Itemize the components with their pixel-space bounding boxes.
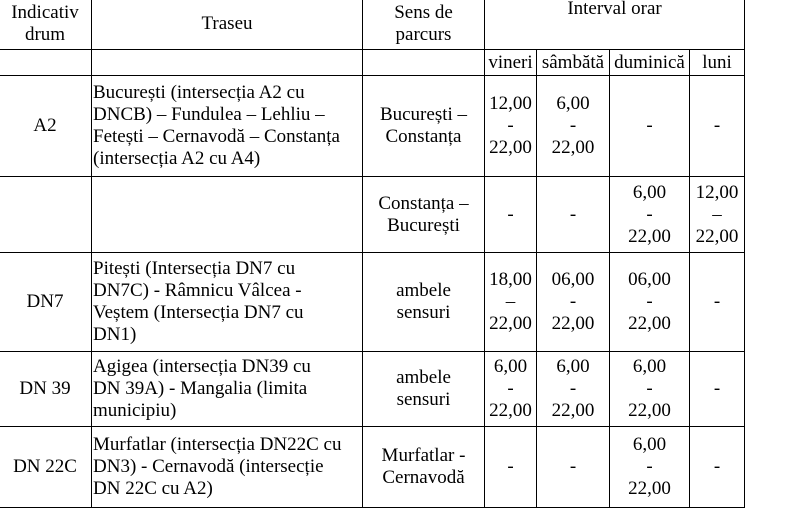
cell-vineri: 18,00 – 22,00: [485, 253, 537, 352]
header-row: [0, 0, 745, 50]
subheader-row: [0, 50, 745, 76]
cell-vineri: -: [485, 177, 537, 253]
header-traseu: Traseu: [92, 0, 363, 50]
cell-sens: Murfatlar - Cernavodă: [363, 427, 485, 508]
cell-sambata: -: [537, 427, 610, 508]
table-row: [0, 177, 745, 253]
cell-duminica: 06,00 - 22,00: [610, 253, 690, 352]
cell-indicativ: DN 39: [0, 352, 92, 427]
cell-luni: -: [690, 76, 745, 177]
cell-sens: ambele sensuri: [363, 352, 485, 427]
table-row: [0, 253, 745, 352]
cell-traseu: București (intersecția A2 cu DNCB) – Fundulea – Lehliu – Fetești – Cernavodă – Constanța (intersecția A2 cu A4): [92, 76, 363, 177]
cell-luni: -: [690, 427, 745, 508]
cell-sens: ambele sensuri: [363, 253, 485, 352]
subheader-empty-traseu: [92, 50, 363, 76]
cell-sens: Constanța – București: [363, 177, 485, 253]
cell-vineri: 12,00 - 22,00: [485, 76, 537, 177]
cell-sambata: 6,00 - 22,00: [537, 352, 610, 427]
cell-sens: București – Constanța: [363, 76, 485, 177]
cell-duminica: -: [610, 76, 690, 177]
cell-duminica: 6,00 - 22,00: [610, 177, 690, 253]
table-row: [0, 427, 745, 508]
cell-luni: 12,00 – 22,00: [690, 177, 745, 253]
cell-duminica: 6,00 - 22,00: [610, 427, 690, 508]
header-indicativ-drum: Indicativ drum: [0, 0, 92, 50]
cell-vineri: 6,00 - 22,00: [485, 352, 537, 427]
cell-luni: -: [690, 253, 745, 352]
cell-indicativ: [0, 177, 92, 253]
cell-luni: -: [690, 352, 745, 427]
header-day-sambata: sâmbătă: [537, 50, 610, 76]
cell-traseu: Murfatlar (intersecția DN22C cu DN3) - Cernavodă (intersecție DN 22C cu A2): [92, 427, 363, 508]
cell-sambata: 06,00 - 22,00: [537, 253, 610, 352]
cell-sambata: -: [537, 177, 610, 253]
subheader-empty-indicativ: [0, 50, 92, 76]
cell-indicativ: A2: [0, 76, 92, 177]
cell-sambata: 6,00 - 22,00: [537, 76, 610, 177]
header-interval-orar: Interval orar: [485, 0, 745, 50]
header-sens-de-parcurs: Sens de parcurs: [363, 0, 485, 50]
header-day-luni: luni: [690, 50, 745, 76]
cell-indicativ: DN 22C: [0, 427, 92, 508]
cell-traseu: [92, 177, 363, 253]
cell-traseu: Pitești (Intersecția DN7 cu DN7C) - Râmnicu Vâlcea - Veștem (Intersecția DN7 cu DN1): [92, 253, 363, 352]
table-row: [0, 76, 745, 177]
table-row: [0, 352, 745, 427]
subheader-empty-sens: [363, 50, 485, 76]
cell-indicativ: DN7: [0, 253, 92, 352]
header-day-vineri: vineri: [485, 50, 537, 76]
cell-duminica: 6,00 - 22,00: [610, 352, 690, 427]
header-day-duminica: duminică: [610, 50, 690, 76]
cell-traseu: Agigea (intersecția DN39 cu DN 39A) - Mangalia (limita municipiu): [92, 352, 363, 427]
cell-vineri: -: [485, 427, 537, 508]
